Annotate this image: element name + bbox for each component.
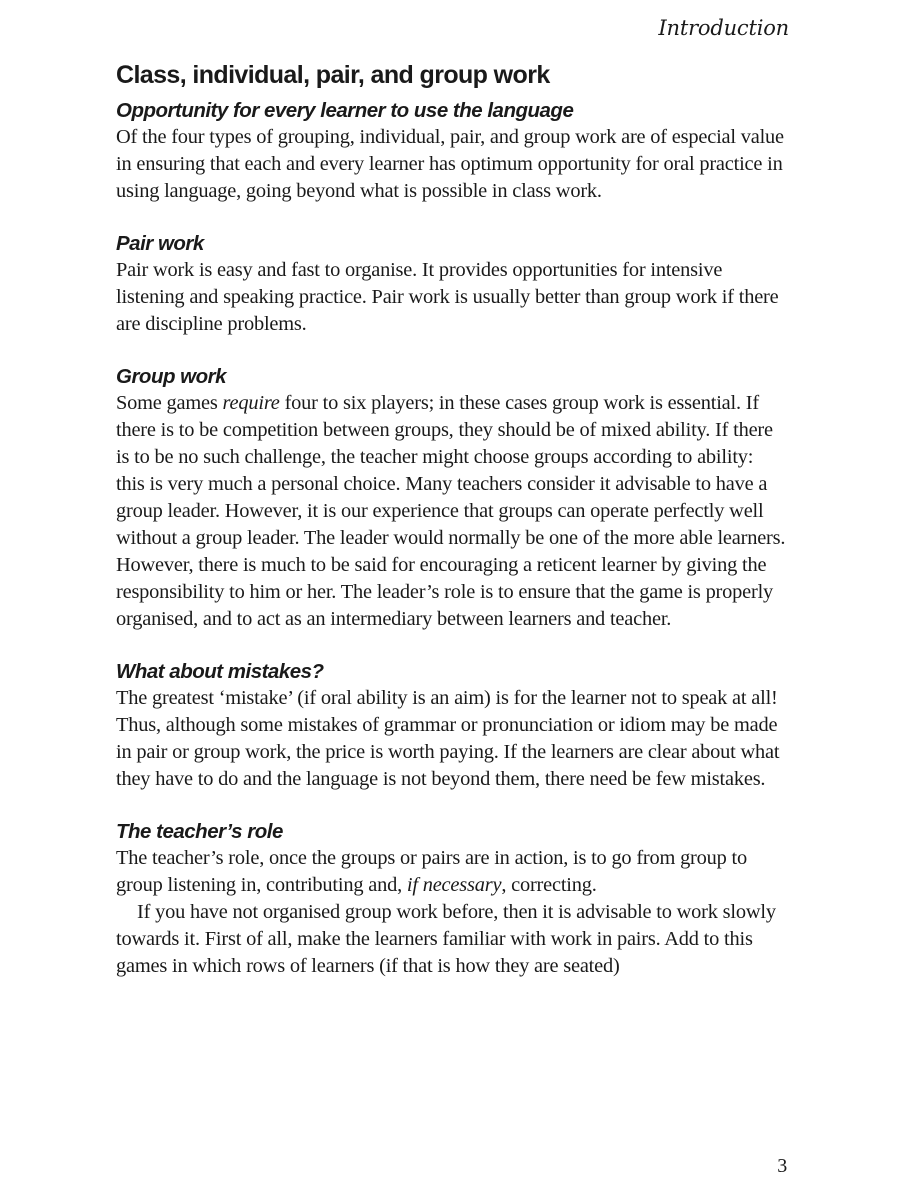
section-pair-work	[116, 231, 786, 338]
paragraph: If you have not organised group work before, then it is advisable to work slowly towards it. First of all, make the learners familiar with work in pairs. Add to this games in which rows of learners (if that is how they are seated)	[116, 901, 776, 977]
paragraph	[116, 390, 786, 633]
paragraph-text: The teacher’s role, once the groups or pairs are in action, is to go from group to group listening in, contributing and,	[116, 847, 747, 896]
running-head: Introduction	[658, 16, 789, 40]
section-teachers-role	[116, 819, 786, 980]
chapter-heading: Class, individual, pair, and group work	[116, 61, 550, 89]
paragraph: The greatest ‘mistake’ (if oral ability is an aim) is for the learner not to speak at all! Thus, although some mistakes of grammar or pronunciation or idiom may be made in pair or group work, the price is worth paying. If the learners are clear about what they have to do and the language is not beyond them, there need be few mistakes.	[116, 687, 780, 790]
section-group-work	[116, 364, 786, 633]
emphasis-text: if necessary	[406, 874, 502, 896]
paragraph: Of the four types of grouping, individual, pair, and group work are of especial value in ensuring that each and every learner has optimum opportunity for oral practice in using language, going beyond what is possible in class work.	[116, 126, 784, 202]
section-mistakes	[116, 659, 786, 793]
paragraph-text: Some games	[116, 392, 223, 414]
section-heading: Opportunity for every learner to use the language	[116, 99, 574, 122]
section-heading: What about mistakes?	[116, 660, 324, 683]
paragraph: Pair work is easy and fast to organise. It provides opportunities for intensive listening and speaking practice. Pair work is usually better than group work if there are discipline problems.	[116, 259, 779, 335]
page-content	[116, 58, 786, 1006]
section-heading: The teacher’s role	[116, 820, 283, 843]
paragraph-text: four to six players; in these cases group work is essential. If there is to be competition between groups, they should be of mixed ability. If there is to be no such challenge, the teacher might choose groups according to ability: this is very much a personal choice. Many teachers consider it advisable to have a group leader. However, it is our experience that groups can operate perfectly well without a group leader. The leader would normally be one of the more able learners. However, there is much to be said for encouraging a reticent learner by giving the responsibility to him or her. The leader’s role is to ensure that the game is properly organised, and to act as an intermediary between learners and teacher.	[116, 392, 786, 630]
paragraph-text: , correcting.	[501, 874, 597, 896]
paragraph	[116, 845, 786, 899]
section-opportunity	[116, 98, 786, 205]
emphasis-text: require	[222, 392, 280, 414]
section-heading: Group work	[116, 365, 227, 388]
section-heading: Pair work	[116, 232, 204, 255]
page-number: 3	[777, 1155, 787, 1177]
